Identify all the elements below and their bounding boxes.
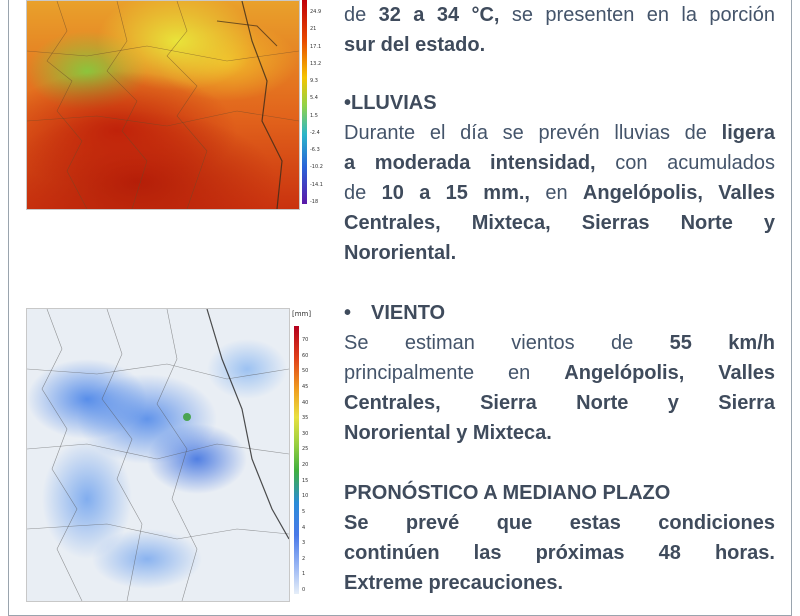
rainfall-scale-tick-label: 45 xyxy=(302,383,309,390)
rainfall-scale-tick-label: 5 xyxy=(302,508,306,515)
rainfall-scale-tick-label: 35 xyxy=(302,415,309,422)
pronostico-line-2 xyxy=(344,538,775,569)
temperature-map-image xyxy=(26,0,300,210)
text-run: Nororiental y Mixteca. xyxy=(344,422,552,444)
text-run: ligera xyxy=(721,122,775,144)
text-run: principalmente en xyxy=(344,362,565,384)
rainfall-scale-tick-label: 70 xyxy=(302,337,309,343)
viento-line-1 xyxy=(344,328,775,359)
lluvias-section xyxy=(344,88,775,119)
text-run: a moderada intensidad, xyxy=(344,152,596,174)
lluvias-line-3 xyxy=(344,178,775,209)
rainfall-scale-tick-label: 60 xyxy=(302,352,309,359)
text-run: Centrales, Mixteca, Sierras Norte y xyxy=(344,212,775,234)
temperature-scale-tick-label: 24.9 xyxy=(310,9,322,15)
lluvias-line-2 xyxy=(344,148,775,179)
text-run: Nororiental. xyxy=(344,242,457,264)
temperature-scale-tick-label: 9.3 xyxy=(310,78,318,85)
rainfall-scale-tick-label: 10 xyxy=(302,493,309,500)
temperature-scale-tick-label: 1.5 xyxy=(310,112,318,119)
rainfall-scale-tick-label: 1 xyxy=(302,571,306,578)
rainfall-scale-tick-label: 20 xyxy=(302,462,309,468)
text-run: se presenten en la porción xyxy=(499,4,775,26)
text-run: Extreme precauciones. xyxy=(344,572,563,594)
rainfall-scale-tick-label: 3 xyxy=(302,540,306,547)
text-run: Angelópolis, Valles xyxy=(582,182,775,204)
rainfall-color-scale xyxy=(292,306,320,600)
temperature-range: 32 a 34 °C, xyxy=(378,4,500,26)
temperature-scale-tick-label: -6.3 xyxy=(310,147,320,154)
text-run: con acumulados xyxy=(595,152,775,174)
lluvias-line-5 xyxy=(344,238,775,269)
rainfall-scale-tick-label: 2 xyxy=(302,555,306,562)
temperature-scale-tick-label: 17.1 xyxy=(310,43,322,50)
temperature-scale-tick-label: -18 xyxy=(310,199,319,205)
pronostico-heading: PRONÓSTICO A MEDIANO PLAZO xyxy=(344,482,671,504)
temperature-scale-bar xyxy=(302,0,307,204)
wind-speed: 55 km/h xyxy=(669,332,775,354)
temperature-scale-tick-label: 5.4 xyxy=(310,95,318,102)
text-run: Angelópolis, Valles xyxy=(564,362,775,384)
viento-line-2 xyxy=(344,358,775,389)
temperature-color-scale xyxy=(300,0,322,208)
temperature-scale-tick-label: -10.2 xyxy=(310,164,323,171)
viento-heading: VIENTO xyxy=(371,302,446,324)
pronostico-section xyxy=(344,478,775,509)
rainfall-scale-tick-label: 4 xyxy=(302,524,306,531)
temperature-map-borders xyxy=(27,1,299,209)
rainfall-scale-unit: [mm] xyxy=(292,310,312,318)
viento-line-3 xyxy=(344,388,775,419)
text-run: 10 a 15 mm., xyxy=(381,182,530,204)
rainfall-scale-tick-label: 40 xyxy=(302,399,309,406)
viento-section xyxy=(344,298,775,329)
temperature-paragraph-end xyxy=(344,30,775,61)
rainfall-scale-tick-label: 0 xyxy=(302,587,306,593)
temperature-scale-tick-label: 13.2 xyxy=(310,60,322,67)
temperature-scale-tick-label: -14.1 xyxy=(310,181,323,188)
text-run: de xyxy=(344,182,382,204)
text-run: Se estiman vientos de xyxy=(344,332,670,354)
text-run: de xyxy=(344,4,379,26)
rainfall-map-borders xyxy=(27,309,289,601)
rainfall-scale-bar xyxy=(294,326,299,594)
temperature-scale-tick-label: 21 xyxy=(310,26,317,33)
rainfall-scale-tick-label: 25 xyxy=(302,446,309,453)
temperature-scale-tick-label: -2.4 xyxy=(310,129,320,136)
temperature-paragraph xyxy=(344,0,775,31)
text-run: continúen las próximas 48 horas. xyxy=(344,542,775,564)
rainfall-map-image xyxy=(26,308,290,602)
viento-line-4 xyxy=(344,418,775,449)
text-run: Durante el día se prevén lluvias de xyxy=(344,122,722,144)
bullet: • xyxy=(344,302,352,324)
rainfall-scale-tick-label: 15 xyxy=(302,477,309,484)
lluvias-line-1 xyxy=(344,118,775,149)
text-run: en xyxy=(529,182,583,204)
text-run: Centrales, Sierra Norte y Sierra xyxy=(344,392,775,414)
lluvias-heading: •LLUVIAS xyxy=(344,92,437,114)
rainfall-scale-tick-label: 50 xyxy=(302,368,309,375)
rainfall-scale-tick-label: 30 xyxy=(302,430,309,437)
pronostico-line-3 xyxy=(344,568,775,599)
text-run: Se prevé que estas condiciones xyxy=(344,512,775,534)
lluvias-line-4 xyxy=(344,208,775,239)
text-run: sur del estado. xyxy=(344,34,486,56)
pronostico-line-1 xyxy=(344,508,775,539)
